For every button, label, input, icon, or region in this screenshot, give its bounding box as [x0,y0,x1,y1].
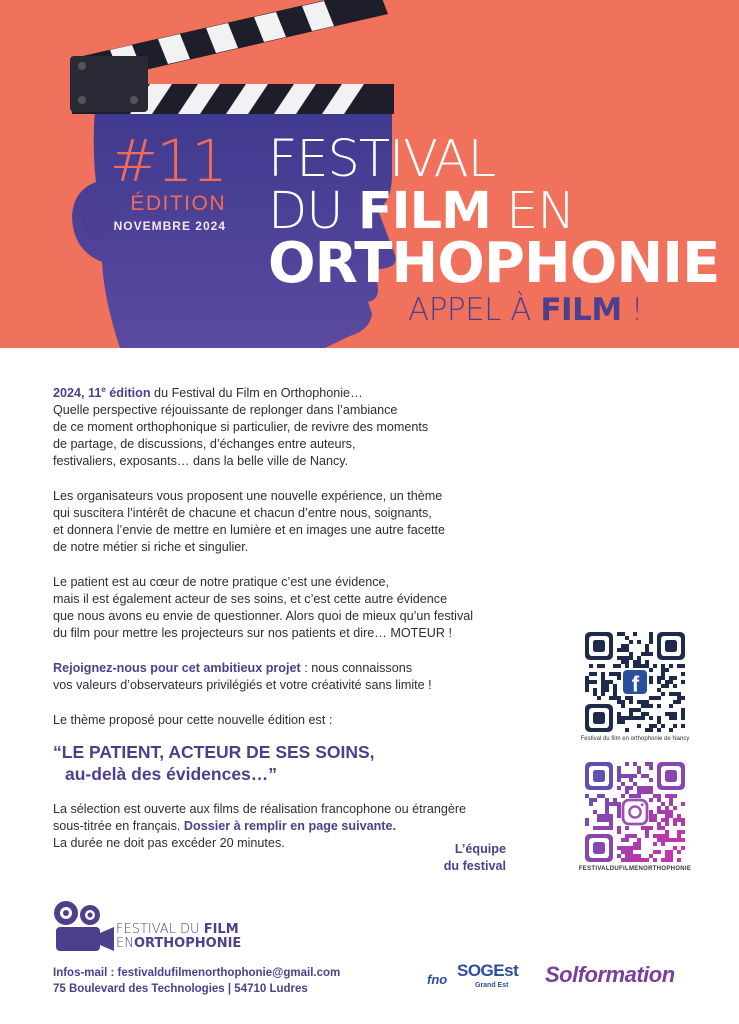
instagram-qr-caption: FESTIVALDUFILMENORTHOPHONIE [578,866,692,872]
facebook-icon [623,670,647,697]
signature-line1: L’équipe [454,842,506,856]
selection-a: La sélection est ouverte aux films de réalisation francophone ou étrangère sous-titrée en français. [53,802,467,833]
festival-title-line1: FESTIVAL [268,130,496,189]
logo-line1 [116,923,241,937]
quote-line1: “LE PATIENT, ACTEUR DE SES SOINS, [53,742,375,762]
signature-line2: du festival [443,859,506,873]
edition-number: #11 [109,127,226,195]
logo-line2 [116,937,241,951]
join-bold: Rejoignez-nous pour cet ambitieux projet [53,661,301,675]
appel-film: FILM [540,292,622,328]
paragraph-theme-intro: Le thème proposé pour cette nouvelle édition est : [53,713,333,727]
selection-b: La durée ne doit pas excéder 20 minutes. [53,836,285,850]
intro-year: 2024, 11 [53,386,102,400]
instagram-qr-code[interactable] [585,762,685,862]
quote-line2: au-delà des évidences…” [65,764,278,784]
selection-dossier-link: Dossier à remplir en page suivante. [183,819,396,833]
contact-email[interactable]: Infos-mail : festivaldufilmenorthophonie@gmail.com [53,967,341,979]
partner-logo-solformation [545,960,695,994]
facebook-qr-code[interactable] [585,632,685,732]
logo-orthophonie: ORTHOPHONIE [133,936,242,951]
signature [420,841,506,875]
title-en: EN [490,182,575,241]
logo-festival-du: FESTIVAL DU [116,922,204,937]
join-rest: : nous connaissons vos valeurs d’observateurs privilégiés et votre créativité sans limite ! [53,661,432,692]
appel-exclamation: ! [621,292,643,328]
svg-text:f: f [631,671,640,697]
contact-address: 75 Boulevard des Technologies | 54710 Ludres [53,983,308,995]
solformation-text [545,962,675,988]
sogest-text: SOGEst [457,961,519,980]
letter-body [53,385,573,870]
paragraph-join [53,660,573,694]
hero-banner [0,0,739,348]
intro-sup: e [101,384,106,394]
film-camera-icon [52,897,116,955]
logo-film: FILM [203,922,239,937]
logo-en: EN [116,936,134,951]
intro-edition: édition [105,386,151,400]
paragraph-organisers: Les organisateurs vous proposent une nouvelle expérience, un thème qui suscitera l’intérêt de chacune et chacun d’entre nous, soignants, et donnera l’envie de mettre en lumière et en images une autre facette de notre métier si riche et singulier. [53,489,446,554]
appel-a: APPEL À [408,292,541,328]
edition-label: ÉDITION [130,192,226,215]
call-for-films-heading [408,292,643,328]
logo-wordmark [116,923,241,951]
sol-part: Sol [545,962,578,987]
paragraph-intro [53,385,573,470]
sogest-sub: Grand Est [475,982,509,989]
contact-info [53,965,340,997]
fno-text: fno [427,972,448,987]
title-du: DU [268,182,358,241]
edition-date: NOVEMBRE 2024 [113,219,226,233]
festival-logo [52,897,272,955]
facebook-qr-caption: Festival du film en orthophonie de Nancy [580,736,690,742]
title-film: FILM [357,182,491,241]
edition-block [108,127,226,233]
partner-logo-fno-sogest [427,960,537,994]
festival-title-line3: ORTHOPHONIE [268,231,720,296]
intro-rest: du Festival du Film en Orthophonie… Quelle perspective réjouissante de replonger dans l’ambiance de ce moment orthophonique si particulier, de revivre des moments de partage, de discussions, d’échanges entre auteurs, festivaliers, exposants… dans la belle ville de Nancy. [53,386,429,468]
paragraph-patient: Le patient est au cœur de notre pratique c’est une évidence, mais il est également acteur de ses soins, et c’est cette autre évidence que nous avons eu envie de questionner. Alors quoi de mieux qu’un festival du film pour mettre les projecteurs sur nos patients et dire… MOTEUR ! [53,575,474,640]
formation-part: formation [577,962,675,987]
theme-quote [53,741,573,785]
